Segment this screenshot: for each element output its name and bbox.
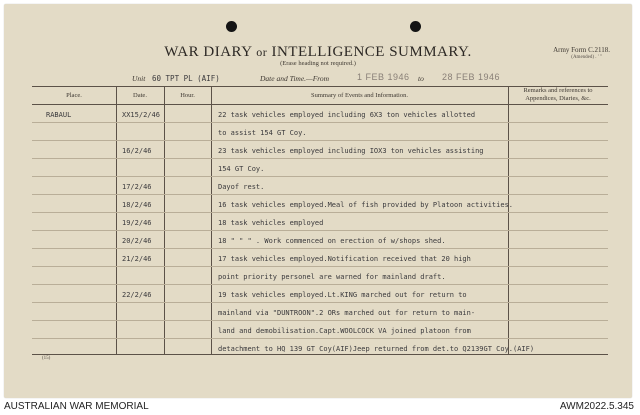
subtitle: (Erase heading not required.) bbox=[280, 60, 356, 67]
date-to-stamp: 28 FEB 1946 bbox=[442, 72, 501, 82]
unit-label: Unit bbox=[132, 74, 146, 83]
place-entry: RABAUL bbox=[46, 111, 72, 119]
ruled-line bbox=[32, 320, 608, 321]
ruled-line bbox=[32, 158, 608, 159]
summary-line: detachment to HQ 139 GT Coy(AIF)Jeep returned from det.to Q2139GT Coy.(AIF) bbox=[218, 345, 535, 353]
date-range-label: Date and Time.—From bbox=[260, 74, 330, 83]
date-entry: 22/2/46 bbox=[122, 291, 152, 299]
column-divider bbox=[116, 86, 117, 354]
remarks-header-line-2: Appendices, Diaries, &c. bbox=[525, 95, 591, 102]
ruled-line bbox=[32, 122, 608, 123]
column-header-date: Date. bbox=[133, 92, 147, 99]
column-header-place: Place. bbox=[66, 92, 82, 99]
summary-line: land and demobilisation.Capt.WOOLCOCK VA joined platoon from bbox=[218, 327, 471, 335]
summary-line: 18 task vehicles employed bbox=[218, 219, 324, 227]
ruled-line bbox=[32, 194, 608, 195]
column-divider bbox=[211, 86, 212, 354]
page-title bbox=[4, 44, 632, 61]
summary-line: Dayof rest. bbox=[218, 183, 265, 191]
date-entry: 18/2/46 bbox=[122, 201, 152, 209]
date-from-stamp: 1 FEB 1946 bbox=[357, 72, 410, 82]
summary-line: 19 task vehicles employed.Lt.KING marched out for return to bbox=[218, 291, 467, 299]
date-to-label: to bbox=[418, 74, 424, 83]
summary-line: 17 task vehicles employed.Notification received that 20 high bbox=[218, 255, 471, 263]
ruled-line bbox=[32, 338, 608, 339]
summary-line: 154 GT Coy. bbox=[218, 165, 265, 173]
date-entry: 16/2/46 bbox=[122, 147, 152, 155]
summary-line: mainland via "DUNTROON".2 ORs marched out for return to main- bbox=[218, 309, 476, 317]
summary-line: 23 task vehicles employed including IOX3 ton vehicles assisting bbox=[218, 147, 484, 155]
date-entry: 20/2/46 bbox=[122, 237, 152, 245]
column-divider bbox=[508, 86, 509, 354]
summary-line: to assist 154 GT Coy. bbox=[218, 129, 307, 137]
summary-line: 22 task vehicles employed including 6X3 ton vehicles allotted bbox=[218, 111, 476, 119]
table-header-rule bbox=[32, 104, 608, 105]
summary-line: 16 task vehicles employed.Meal of fish provided by Platoon activities. bbox=[218, 201, 514, 209]
ruled-line bbox=[32, 248, 608, 249]
table-bottom-rule bbox=[32, 354, 608, 355]
column-header-remarks bbox=[508, 87, 608, 103]
date-entry: 19/2/46 bbox=[122, 219, 152, 227]
date-entry: 17/2/46 bbox=[122, 183, 152, 191]
ruled-line bbox=[32, 302, 608, 303]
summary-line: point priority personel are warned for mainland draft. bbox=[218, 273, 446, 281]
archive-reference: AWM2022.5.345 bbox=[559, 401, 634, 412]
ruled-line bbox=[32, 266, 608, 267]
unit-value: 60 TPT PL (AIF) bbox=[152, 74, 220, 83]
ruled-line bbox=[32, 284, 608, 285]
diary-sheet bbox=[4, 4, 632, 398]
form-number: Army Form C.2118. bbox=[553, 46, 610, 54]
title-intelligence-summary: INTELLIGENCE SUMMARY. bbox=[271, 44, 472, 60]
ruled-line bbox=[32, 140, 608, 141]
title-or: or bbox=[256, 45, 268, 59]
title-war-diary: WAR DIARY bbox=[164, 44, 252, 60]
punch-hole bbox=[410, 21, 421, 32]
date-entry: 21/2/46 bbox=[122, 255, 152, 263]
summary-line: 18 " " " . Work commenced on erection of w/shops shed. bbox=[218, 237, 446, 245]
ruled-line bbox=[32, 176, 608, 177]
column-header-hour: Hour. bbox=[180, 92, 195, 99]
archive-caption: AUSTRALIAN WAR MEMORIAL bbox=[4, 401, 149, 412]
date-entry: XX15/2/46 bbox=[122, 111, 160, 119]
form-reference: (15) bbox=[42, 356, 51, 361]
punch-hole bbox=[226, 21, 237, 32]
ruled-line bbox=[32, 212, 608, 213]
remarks-header-line-1: Remarks and references to bbox=[523, 87, 593, 94]
column-divider bbox=[164, 86, 165, 354]
ruled-line bbox=[32, 230, 608, 231]
column-header-summary: Summary of Events and Information. bbox=[311, 92, 408, 99]
form-amended-note: (Amended) . ' " bbox=[571, 55, 602, 60]
